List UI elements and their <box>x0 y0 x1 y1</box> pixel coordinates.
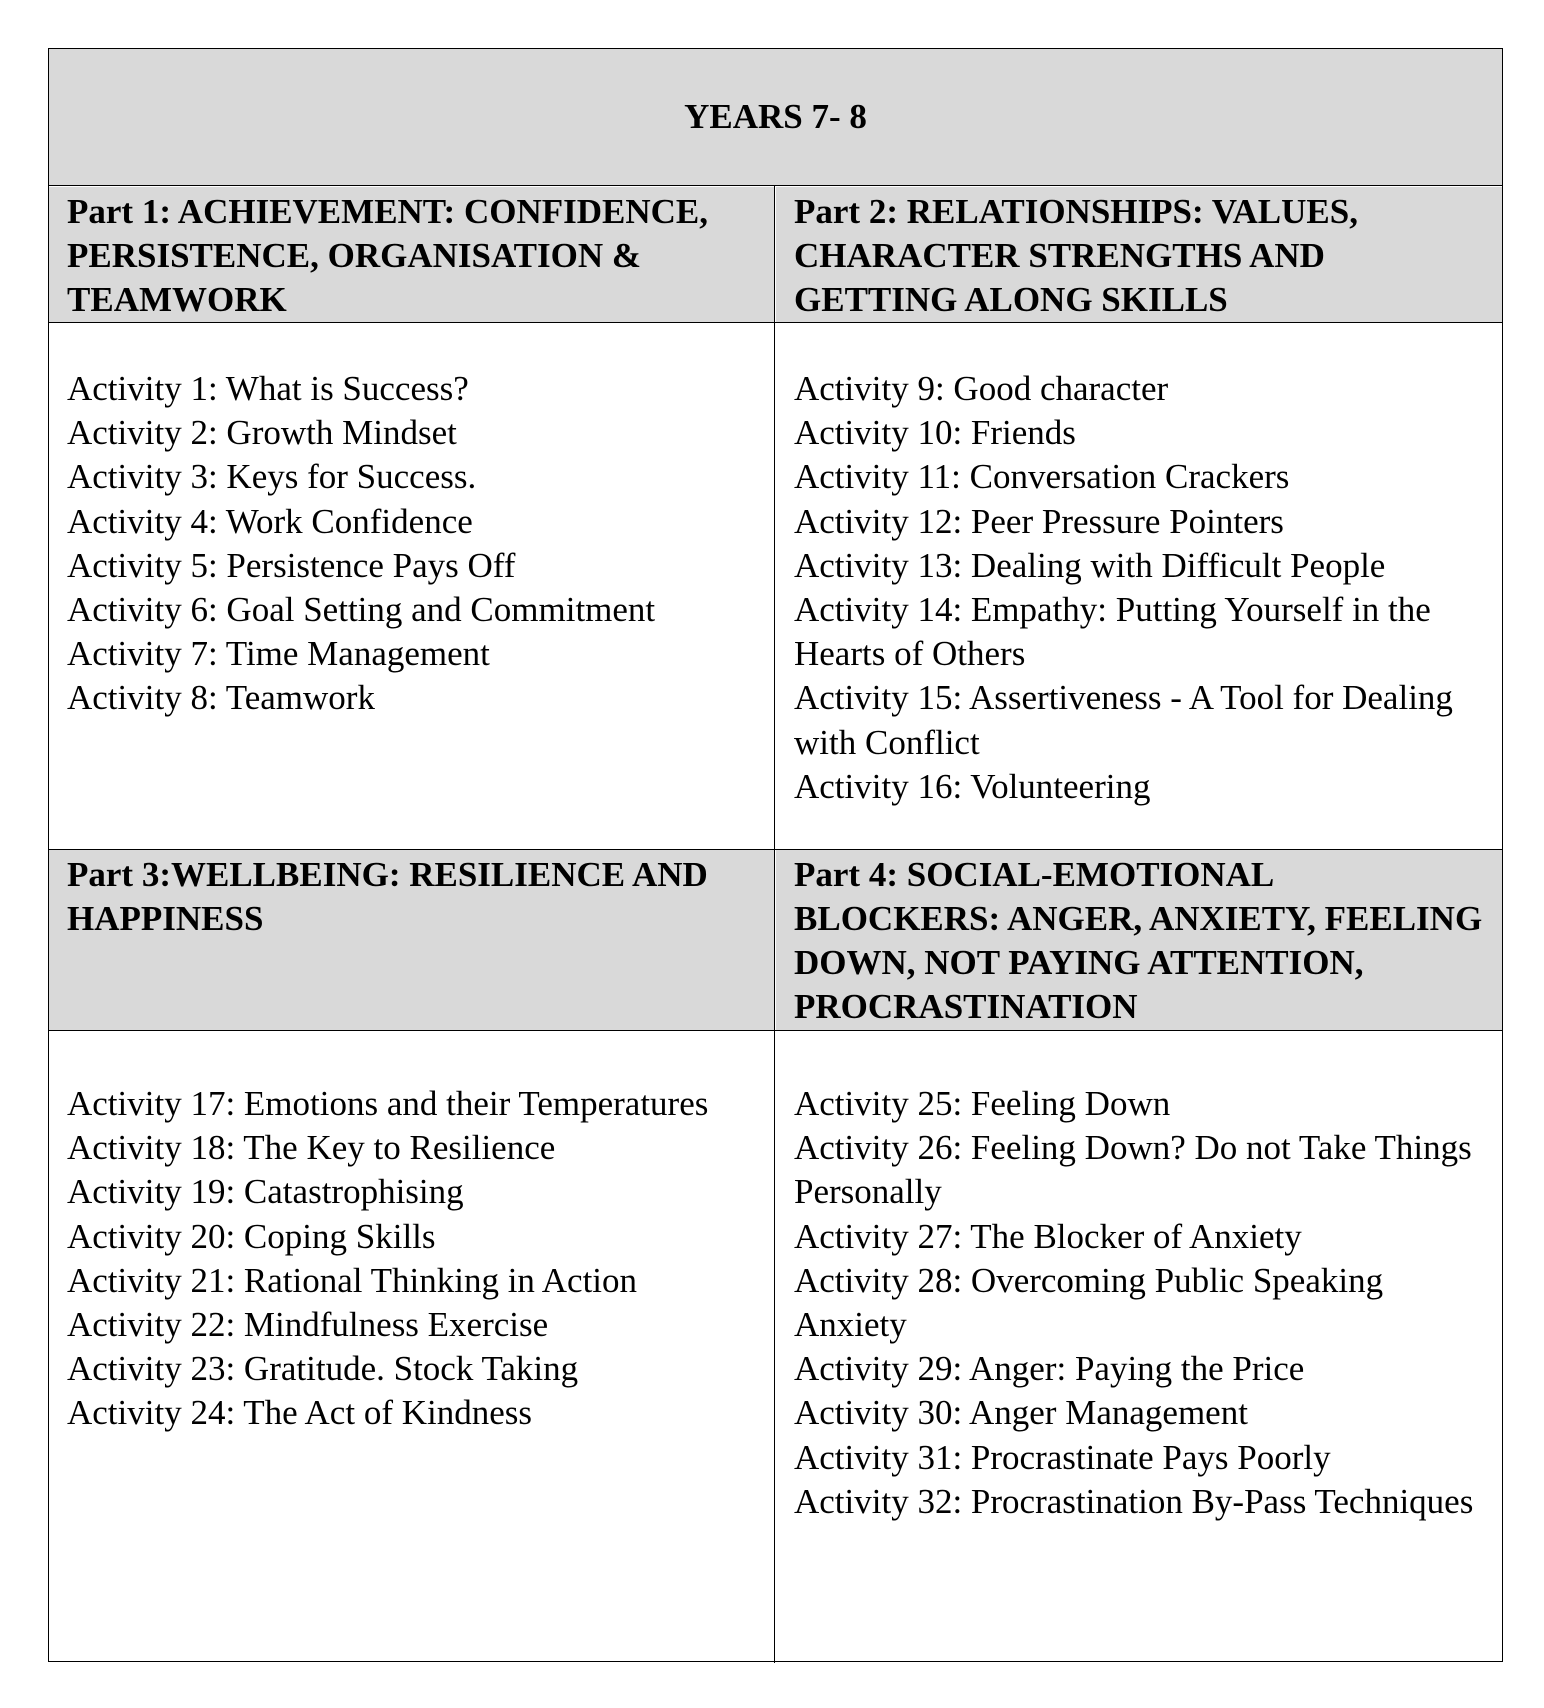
activity-1: Activity 1: What is Success? <box>67 369 469 408</box>
activity-17: Activity 17: Emotions and their Temperatures <box>67 1084 709 1123</box>
part-2-heading-cell <box>776 187 1502 322</box>
part-2-heading: Part 2: RELATIONSHIPS: VALUES, CHARACTER STRENGTHS AND GETTING ALONG SKILLS <box>794 192 1358 319</box>
activity-26: Activity 26: Feeling Down? Do not Take Things <box>794 1128 1472 1168</box>
row-divider-3 <box>49 1030 1502 1031</box>
activity-14: Activity 14: Empathy: Putting Yourself in the Hearts of Others <box>794 590 1431 674</box>
part-4-heading: Part 4: SOCIAL-EMOTIONAL BLOCKERS: ANGER, ANXIETY, FEELING DOWN, NOT PAYING ATTENTION, PROCRASTINATION <box>794 855 1483 1026</box>
activity-15: Activity 15: Assertiveness - A Tool for Dealing with Conflict <box>794 678 1453 762</box>
part-3-activity-list <box>49 1082 774 1436</box>
activity-9: Activity 9: Good character <box>794 369 1169 408</box>
activity-16: Activity 16: Volunteering <box>794 766 1151 806</box>
activity-18: Activity 18: The Key to Resilience <box>67 1128 556 1168</box>
activity-28: Activity 28: Overcoming Public Speaking Anxiety <box>794 1260 1384 1345</box>
activity-13: Activity 13: Dealing with Difficult People <box>794 545 1386 585</box>
part-1-heading-cell <box>49 187 774 322</box>
table-title-text: YEARS 7- 8 <box>684 97 867 136</box>
activity-27: Activity 27: The Blocker of Anxiety <box>794 1216 1302 1256</box>
activity-8: Activity 8: Teamwork <box>67 678 375 718</box>
part-4-activity-list <box>776 1082 1502 1524</box>
activity-32: Activity 32: Procrastination By-Pass Techniques <box>794 1481 1474 1521</box>
activity-29: Activity 29: Anger: Paying the Price <box>794 1349 1305 1389</box>
activity-19: Activity 19: Catastrophising <box>67 1172 464 1212</box>
activity-20: Activity 20: Coping Skills <box>67 1216 436 1256</box>
part-1-activity-list <box>49 367 774 721</box>
activity-25: Activity 25: Feeling Down <box>794 1084 1171 1123</box>
part-3-heading-cell <box>49 850 774 1030</box>
part-3-heading: Part 3:WELLBEING: RESILIENCE AND HAPPINESS <box>67 855 708 938</box>
years-7-8-table <box>48 48 1503 1662</box>
activity-5: Activity 5: Persistence Pays Off <box>67 545 516 585</box>
activity-24: Activity 24: The Act of Kindness <box>67 1393 532 1433</box>
column-divider <box>774 186 775 1663</box>
table-title <box>49 49 1502 186</box>
activity-10: Activity 10: Friends <box>794 413 1076 453</box>
activity-21: Activity 21: Rational Thinking in Action <box>67 1260 638 1300</box>
activity-31: Activity 31: Procrastinate Pays Poorly <box>794 1437 1331 1477</box>
activity-4: Activity 4: Work Confidence <box>67 501 473 541</box>
activity-11: Activity 11: Conversation Crackers <box>794 457 1290 497</box>
part-4-heading-cell <box>776 850 1502 1030</box>
activity-6: Activity 6: Goal Setting and Commitment <box>67 590 656 630</box>
activity-23: Activity 23: Gratitude. Stock Taking <box>67 1349 579 1389</box>
row-divider-1 <box>49 322 1502 323</box>
activity-3: Activity 3: Keys for Success. <box>67 457 477 497</box>
activity-12: Activity 12: Peer Pressure Pointers <box>794 501 1284 541</box>
activity-26-continuation: Personally <box>794 1172 942 1212</box>
activity-7: Activity 7: Time Management <box>67 634 490 674</box>
activity-2: Activity 2: Growth Mindset <box>67 413 457 453</box>
part-1-heading: Part 1: ACHIEVEMENT: CONFIDENCE, PERSISTENCE, ORGANISATION & TEAMWORK <box>67 192 709 319</box>
activity-22: Activity 22: Mindfulness Exercise <box>67 1305 549 1345</box>
part-2-activity-list <box>776 367 1502 809</box>
activity-30: Activity 30: Anger Management <box>794 1393 1248 1433</box>
